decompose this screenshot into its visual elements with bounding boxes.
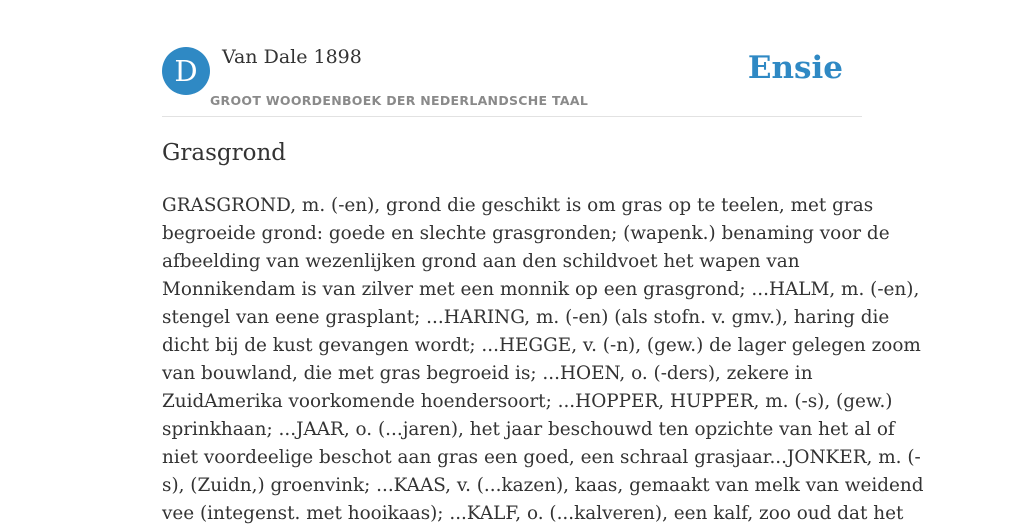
entry-line: dicht bij de kust gevangen wordt; ...HEGGE, v. (-n), (gew.) de lager gelegen zoom [162,335,921,356]
entry-line: van bouwland, die met gras begroeid is; ...HOEN, o. (-ders), zekere in [162,363,813,384]
entry-line: ZuidAmerika voorkomende hoendersoort; ...HOPPER, HUPPER, m. (-s), (gew.) [162,391,893,412]
source-subtitle: GROOT WOORDENBOEK DER NEDERLANDSCHE TAAL [210,93,589,108]
entry-title: Grasgrond [162,140,286,166]
brand-logo[interactable]: Ensie [747,50,843,86]
entry-line: sprinkhaan; ...JAAR, o. (...jaren), het jaar beschouwd ten opzichte van het al of [162,419,895,440]
entry-line: Monnikendam is van zilver met een monnik op een grasgrond; ...HALM, m. (-en), [162,279,920,300]
entry-line: s), (Zuidn,) groenvink; ...KAAS, v. (...kazen), kaas, gemaakt van melk van weidend [162,475,924,496]
source-logo[interactable]: D [162,47,210,95]
entry-body [162,192,924,528]
entry-line: afbeelding van wezenlijken grond aan den schildvoet het wapen van [162,251,800,272]
entry-line: GRASGROND, m. (-en), grond die geschikt is om gras op te teelen, met gras [162,195,874,216]
source-title[interactable]: Van Dale 1898 [222,46,362,68]
entry-line: stengel van eene grasplant; ...HARING, m. (-en) (als stofn. v. gmv.), haring die [162,307,890,328]
entry-line: vee (integenst. met hooikaas); ...KALF, o. (...kalveren), een kalf, zoo oud dat het [162,503,904,524]
entry-line: begroeide grond: goede en slechte grasgronden; (wapenk.) benaming voor de [162,223,890,244]
entry-line: niet voordeelige beschot aan gras een goed, een schraal grasjaar...JONKER, m. (- [162,447,921,468]
header [162,0,862,117]
